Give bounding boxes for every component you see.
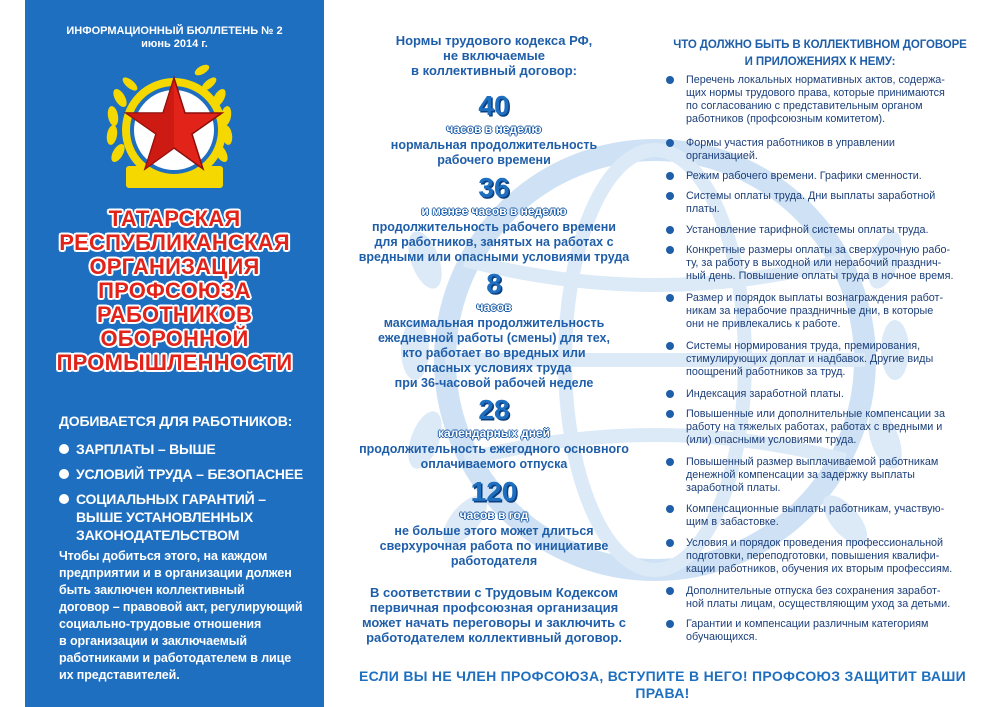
goal-text: ВЫШЕ УСТАНОВЛЕННЫХ: [76, 509, 253, 525]
bullet-dot-icon: [666, 342, 674, 350]
norm-text-line: ежедневной работы (смены) для тех,: [378, 331, 610, 345]
bullet-dot-icon: [666, 390, 674, 398]
norm-text-line: опасных условиях труда: [416, 361, 572, 375]
list-item-text: Дополнительные отпуска без сохранения заработ- ной платы лицам, осуществляющим уход за детьми.: [686, 585, 951, 610]
bullet-dot-icon: [666, 246, 674, 254]
list-item-text: Условия и порядок проведения профессиональной подготовки, переподготовки, повышения квалифи- кации работников, обучения их вторым профессиям.: [686, 537, 953, 575]
list-item-text: Формы участия работников в управлении организацией.: [686, 137, 895, 162]
norm-text-line: продолжительность ежегодного основного: [359, 442, 629, 456]
norm-unit: и менее часов в неделю: [421, 204, 567, 218]
collective-agreement-paragraph: [59, 548, 324, 684]
goal-text: СОЦИАЛЬНЫХ ГАРАНТИЙ –: [76, 491, 266, 507]
list-item-text: Индексация заработной платы.: [686, 388, 844, 400]
org-line: ОРГАНИЗАЦИЯ: [89, 254, 260, 279]
note-line: первичная профсоюзная организация: [369, 600, 619, 615]
achieve-heading: ДОБИВАЕТСЯ ДЛЯ РАБОТНИКОВ:: [59, 413, 293, 429]
para-line: Чтобы добиться этого, на каждом: [59, 549, 268, 563]
norms-column: [335, 0, 653, 707]
bullet-dot-icon: [666, 294, 674, 302]
norm-number: 28: [478, 394, 510, 425]
org-line: РАБОТНИКОВ: [96, 302, 253, 327]
list-item-text: Перечень локальных нормативных актов, содержа- щих нормы трудового права, которые принимаются по согласованию с представительным органом работников (профсоюзным комитетом).: [686, 74, 945, 125]
goal-text: ЗАКОНОДАТЕЛЬСТВОМ: [76, 527, 240, 543]
agreement-contents-column: [660, 0, 980, 707]
list-item-text: Установление тарифной системы оплаты труда.: [686, 224, 929, 236]
norm-text-line: для работников, занятых на работах с: [374, 235, 614, 249]
norm-text-line: максимальная продолжительность: [383, 316, 605, 330]
norm-unit: часов в неделю: [446, 122, 542, 136]
para-line: предприятии и в организации должен: [59, 566, 292, 580]
norms-heading: [335, 33, 653, 78]
bullet-dot-icon: [666, 458, 674, 466]
list-item-text: Компенсационные выплаты работникам, участвую- щим в забастовке.: [686, 503, 945, 528]
bullet-dot-icon: [666, 410, 674, 418]
norm-text-line: оплачиваемого отпуска: [420, 457, 568, 471]
bullet-dot-icon: [59, 444, 69, 454]
para-line: в организации и заключаемый: [59, 634, 247, 648]
norm-text-line: продолжительность рабочего времени: [372, 220, 616, 234]
red-star-gear-laurel-emblem-icon: [102, 58, 247, 193]
norm-number: 8: [486, 268, 502, 299]
norm-unit: часов в год: [459, 508, 529, 522]
norm-text-line: не больше этого может длиться: [394, 524, 594, 538]
note-line: В соответствии с Трудовым Кодексом: [369, 585, 619, 600]
norm-unit: календарных дней: [437, 426, 551, 440]
norm-text-line: вредными или опасными условиями труда: [358, 250, 630, 264]
heading-line: И ПРИЛОЖЕНИЯХ К НЕМУ:: [744, 56, 896, 68]
org-line: РЕСПУБЛИКАНСКАЯ: [59, 230, 290, 255]
list-item-text: Конкретные размеры оплаты за сверхурочную рабо- ту, за работу в выходной или нерабочий празднич- ный день. Повышение оплаты труда в ночное время.: [686, 244, 954, 282]
organization-name: [25, 207, 324, 375]
bullet-dot-icon: [59, 469, 69, 479]
bulletin-date: июнь 2014 г.: [141, 38, 208, 50]
heading-line: ЧТО ДОЛЖНО БЫТЬ В КОЛЛЕКТИВНОМ ДОГОВОРЕ: [673, 39, 967, 51]
norm-number: 36: [478, 172, 510, 203]
para-line: их представителей.: [59, 668, 180, 682]
bullet-dot-icon: [666, 192, 674, 200]
norm-text-line: сверхурочная работа по инициативе: [379, 539, 609, 553]
bulletin-title: ИНФОРМАЦИОННЫЙ БЮЛЛЕТЕНЬ № 2: [66, 25, 283, 37]
bullet-dot-icon: [666, 139, 674, 147]
join-union-call-to-action: ЕСЛИ ВЫ НЕ ЧЛЕН ПРОФСОЮЗА, ВСТУПИТЕ В НЕГО! ПРОФСОЮЗ ЗАЩИТИТ ВАШИ ПРАВА!: [358, 668, 967, 701]
bullet-dot-icon: [666, 226, 674, 234]
norm-block: [335, 270, 653, 391]
list-item-text: Гарантии и компенсации различным категориям обучающихся.: [686, 618, 929, 643]
org-line: ОБОРОННОЙ: [100, 326, 249, 351]
org-line: ПРОФСОЮЗА: [98, 278, 251, 303]
norm-text-line: кто работает во вредных или: [402, 346, 586, 360]
note-line: может начать переговоры и заключить с: [361, 615, 627, 630]
norm-block: [335, 478, 653, 569]
bullet-dot-icon: [666, 620, 674, 628]
para-line: работниками и работодателем в лице: [59, 651, 292, 665]
bullet-dot-icon: [666, 539, 674, 547]
norm-block: [335, 174, 653, 265]
note-line: работодателем коллективный договор.: [366, 630, 622, 645]
para-line: социально-трудовые отношения: [59, 617, 262, 631]
list-item-text: Системы оплаты труда. Дни выплаты заработной платы.: [686, 190, 936, 215]
negotiation-note: [335, 585, 653, 645]
norm-text-line: нормальная продолжительность: [390, 138, 598, 152]
list-item-text: Системы нормирования труда, премирования, стимулирующих доплат и надбавок. Другие виды поощрений работников за труд.: [686, 340, 934, 378]
bullet-dot-icon: [59, 494, 69, 504]
bullet-dot-icon: [666, 505, 674, 513]
bullet-dot-icon: [666, 172, 674, 180]
norm-number: 40: [478, 90, 510, 121]
list-item-text: Режим рабочего времени. Графики сменности.: [686, 170, 922, 182]
goal-text: УСЛОВИЙ ТРУДА – БЕЗОПАСНЕЕ: [76, 466, 304, 482]
bullet-dot-icon: [666, 76, 674, 84]
para-line: быть заключен коллективный: [59, 583, 245, 597]
heading-line: Нормы трудового кодекса РФ,: [395, 33, 593, 48]
norm-block: [335, 396, 653, 472]
org-line: ТАТАРСКАЯ: [108, 206, 241, 231]
agreement-contents-heading: [660, 37, 980, 71]
left-info-panel: [25, 0, 324, 707]
norm-block: [335, 92, 653, 168]
norm-text-line: рабочего времени: [437, 153, 551, 167]
bullet-dot-icon: [666, 587, 674, 595]
list-item-text: Повышенный размер выплачиваемой работникам денежной компенсации за задержку выплаты заработной платы.: [686, 456, 939, 494]
norm-unit: часов: [476, 300, 512, 314]
org-line: ПРОМЫШЛЕННОСТИ: [56, 350, 293, 375]
heading-line: в коллективный договор:: [411, 63, 577, 78]
para-line: договор – правовой акт, регулирующий: [59, 600, 303, 614]
norm-number: 120: [470, 476, 518, 507]
list-item-text: Повышенные или дополнительные компенсации за работу на тяжелых работах, работах с вредными и (или) опасными условиями труда.: [686, 408, 946, 446]
norm-text-line: при 36-часовой рабочей неделе: [394, 376, 594, 390]
norm-text-line: работодателя: [450, 554, 538, 568]
goal-text: ЗАРПЛАТЫ – ВЫШЕ: [76, 441, 216, 457]
list-item-text: Размер и порядок выплаты вознаграждения работ- никам за нерабочие праздничные дни, в которые они не привлекались к работе.: [686, 292, 944, 330]
heading-line: не включаемые: [442, 48, 545, 63]
